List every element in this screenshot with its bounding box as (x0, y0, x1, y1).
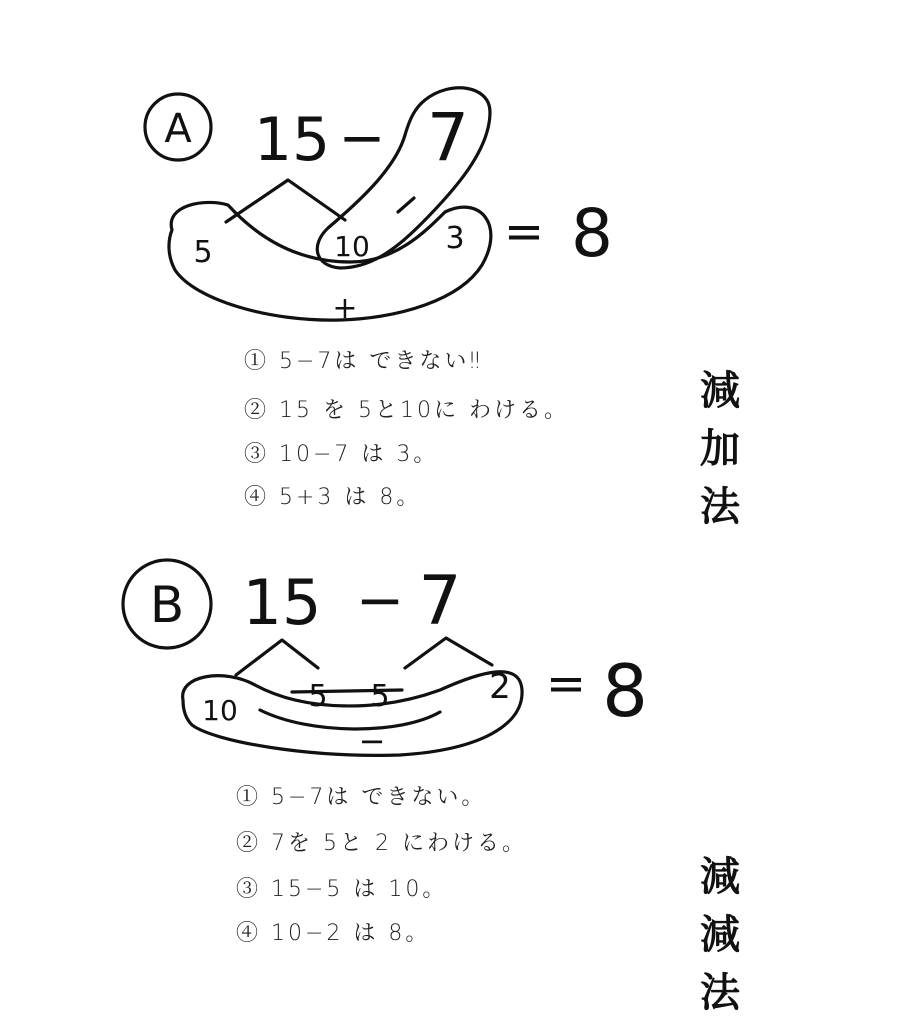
b-branch-right (405, 638, 492, 668)
a-expr-minus: − (338, 106, 386, 171)
a-equals: = (503, 204, 545, 260)
a-split-right: 10 (334, 230, 370, 263)
a-method-char-3: 法 (700, 483, 740, 530)
b-split-mid1: 5 (308, 679, 328, 714)
b-method-char-2: 減 (700, 911, 740, 958)
a-answer: 8 (571, 195, 613, 272)
b-inner-curve (260, 710, 440, 729)
section-a-label: A (164, 106, 192, 152)
b-split-left: 10 (202, 694, 238, 727)
a-op-plus: + (332, 291, 358, 326)
b-step-4: ④ 10−2 は 8。 (236, 921, 431, 946)
b-method-char-1: 減 (700, 853, 740, 900)
b-method-char-3: 法 (700, 969, 740, 1016)
b-step-1: ① 5−7は できない。 (236, 785, 487, 810)
b-equals: = (545, 656, 587, 712)
a-slash-mark (398, 198, 414, 212)
section-b-label: B (149, 576, 185, 634)
a-part-result: 3 (445, 221, 465, 256)
a-step-1: ① 5−7は できない‼ (244, 349, 484, 374)
a-outer-loop (169, 202, 491, 320)
b-expr-minus: − (355, 566, 405, 634)
b-split-right: 2 (489, 667, 511, 707)
a-method-label (690, 362, 750, 536)
b-method-label (690, 848, 750, 1022)
a-step-4: ④ 5+3 は 8。 (244, 485, 422, 510)
b-expr-right: 7 (418, 562, 462, 641)
b-expr-left: 15 (242, 566, 322, 639)
a-method-char-1: 減 (700, 367, 740, 414)
a-split-left: 5 (193, 235, 213, 270)
b-step-3: ③ 15−5 は 10。 (236, 877, 448, 902)
a-step-3: ③ 10−7 は 3。 (244, 442, 439, 467)
b-answer: 8 (602, 649, 648, 733)
b-op-minus: − (358, 722, 386, 760)
b-split-mid2: 5 (370, 679, 390, 714)
a-expr-right: 7 (427, 99, 469, 176)
a-expr-left: 15 (253, 105, 331, 175)
b-branch-left (236, 640, 318, 675)
a-branch-lines (226, 180, 345, 222)
a-step-2: ② 15 を 5と10に わける。 (244, 398, 569, 423)
b-step-2: ② 7を 5と 2 にわける。 (236, 831, 527, 856)
a-method-char-2: 加 (700, 425, 740, 472)
